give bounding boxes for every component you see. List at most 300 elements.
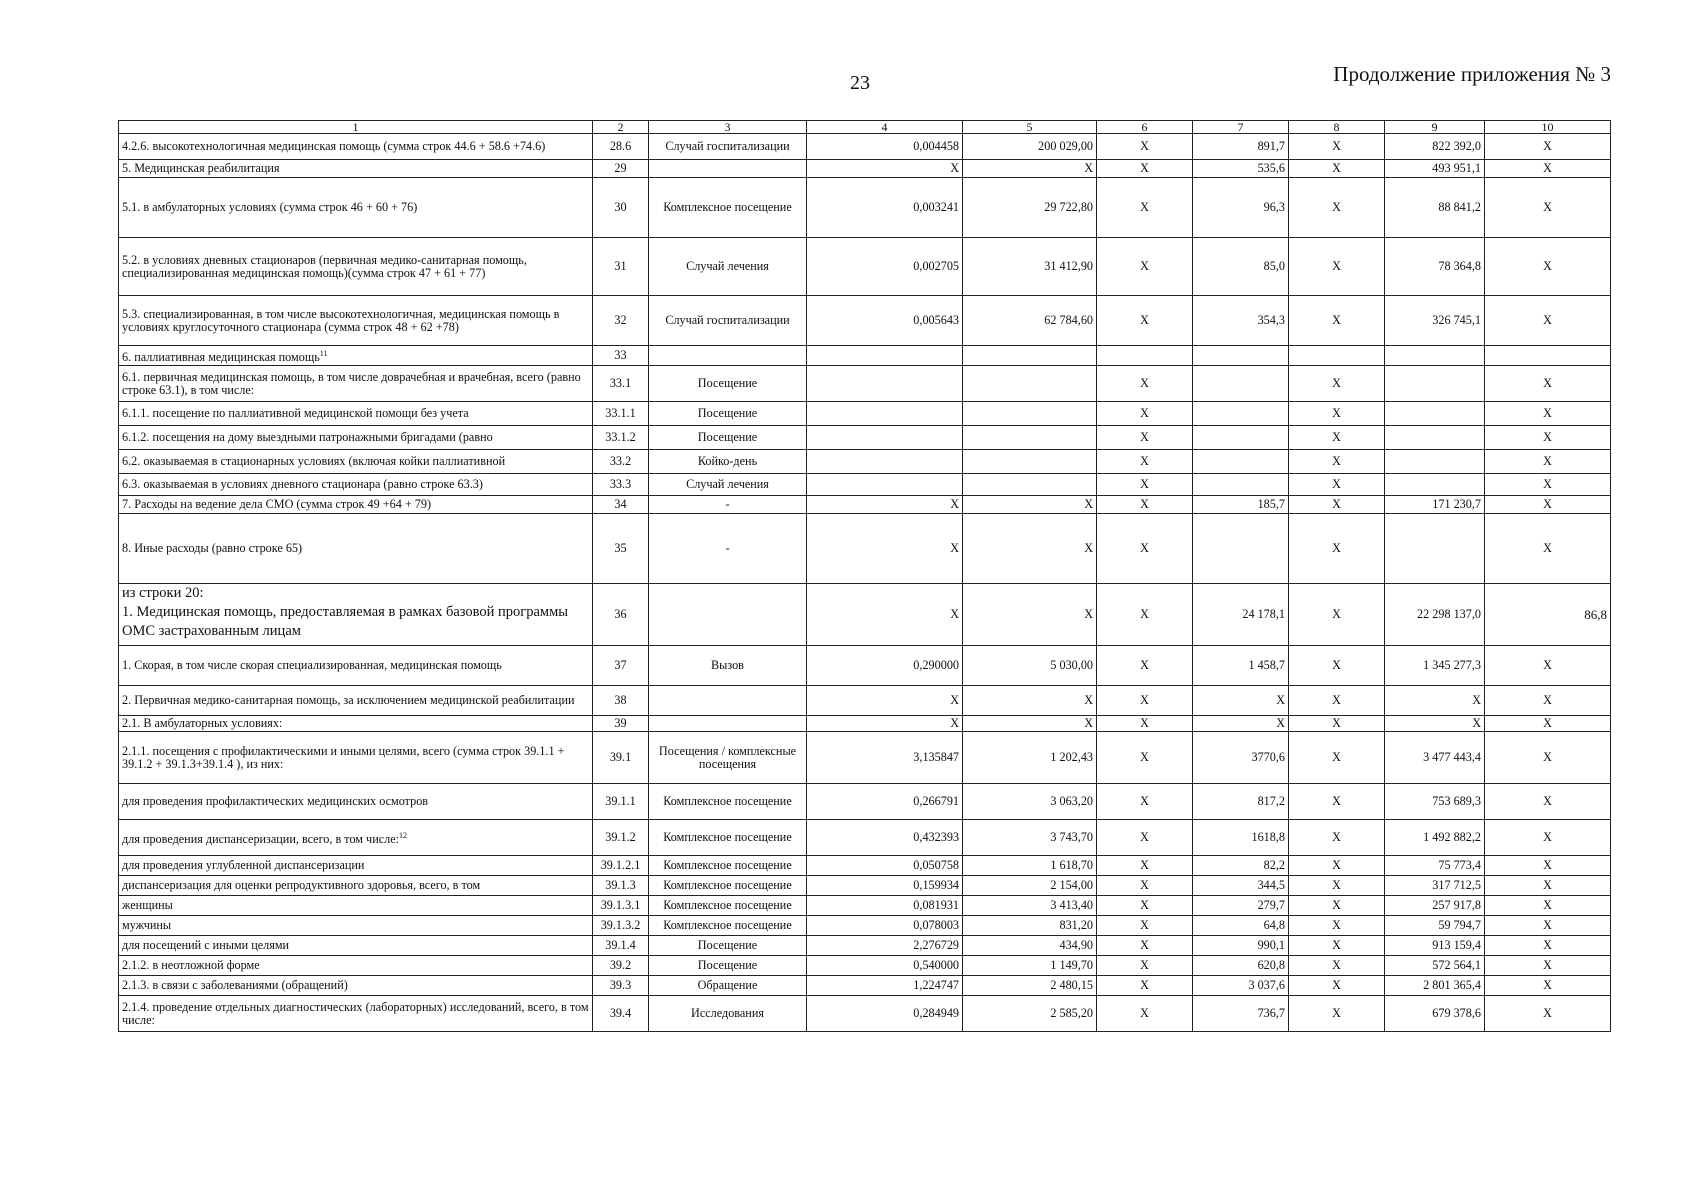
col-8: Х xyxy=(1289,876,1385,896)
col-6 xyxy=(1097,346,1193,366)
amount: 572 564,1 xyxy=(1385,956,1485,976)
column-number: 5 xyxy=(963,121,1097,134)
standard-volume: 0,002705 xyxy=(807,238,963,296)
row-label xyxy=(119,450,593,474)
amount: 493 951,1 xyxy=(1385,160,1485,178)
col-8: Х xyxy=(1289,402,1385,426)
per-capita: 85,0 xyxy=(1193,238,1289,296)
row-code: 29 xyxy=(593,160,649,178)
row-code: 39.1.3 xyxy=(593,876,649,896)
table-row xyxy=(119,402,1611,426)
col-8: Х xyxy=(1289,716,1385,732)
standard-cost: 1 618,70 xyxy=(963,856,1097,876)
row-label-text: 5.2. в условиях дневных стационаров (первичная медико-санитарная помощь, специализированная медицинская помощь)(сумма строк 47 + 61 + 77) xyxy=(122,252,527,280)
row-label-text: 5.1. в амбулаторных условиях (сумма строк 46 + 60 + 76) xyxy=(122,200,418,214)
standard-cost: Х xyxy=(963,686,1097,716)
table-row xyxy=(119,346,1611,366)
row-code: 33.1.1 xyxy=(593,402,649,426)
row-code: 39.1 xyxy=(593,732,649,784)
col-8: Х xyxy=(1289,784,1385,820)
row-label-text: диспансеризация для оценки репродуктивного здоровья, всего, в том xyxy=(122,878,481,892)
standard-volume xyxy=(807,474,963,496)
per-capita: 64,8 xyxy=(1193,916,1289,936)
row-code: 33.3 xyxy=(593,474,649,496)
tariff-table xyxy=(118,120,1611,1032)
col-6: Х xyxy=(1097,296,1193,346)
standard-cost: 3 743,70 xyxy=(963,820,1097,856)
unit: Посещение xyxy=(649,366,807,402)
table-row xyxy=(119,514,1611,584)
col-10: Х xyxy=(1485,856,1611,876)
standard-cost: 29 722,80 xyxy=(963,178,1097,238)
row-code: 39.1.3.2 xyxy=(593,916,649,936)
amount: 59 794,7 xyxy=(1385,916,1485,936)
col-6: Х xyxy=(1097,820,1193,856)
row-label xyxy=(119,956,593,976)
per-capita: 96,3 xyxy=(1193,178,1289,238)
column-number: 4 xyxy=(807,121,963,134)
row-code: 30 xyxy=(593,178,649,238)
unit: Посещение xyxy=(649,956,807,976)
row-label xyxy=(119,936,593,956)
amount: 2 801 365,4 xyxy=(1385,976,1485,996)
column-number: 6 xyxy=(1097,121,1193,134)
table-row xyxy=(119,956,1611,976)
standard-volume: 0,159934 xyxy=(807,876,963,896)
col-10: 86,8 xyxy=(1485,584,1611,646)
standard-cost xyxy=(963,450,1097,474)
table-row xyxy=(119,584,1611,646)
col-8: Х xyxy=(1289,916,1385,936)
col-10: Х xyxy=(1485,134,1611,160)
col-6: Х xyxy=(1097,856,1193,876)
col-10: Х xyxy=(1485,916,1611,936)
row-label-text: мужчины xyxy=(122,918,172,932)
table-row xyxy=(119,134,1611,160)
row-label xyxy=(119,784,593,820)
per-capita: 24 178,1 xyxy=(1193,584,1289,646)
standard-cost: 31 412,90 xyxy=(963,238,1097,296)
col-6: Х xyxy=(1097,134,1193,160)
unit: Случай лечения xyxy=(649,474,807,496)
row-label-text: для посещений с иными целями xyxy=(122,938,290,952)
unit: Комплексное посещение xyxy=(649,784,807,820)
col-8: Х xyxy=(1289,496,1385,514)
standard-cost: 831,20 xyxy=(963,916,1097,936)
standard-cost: 2 154,00 xyxy=(963,876,1097,896)
row-label xyxy=(119,584,593,646)
per-capita xyxy=(1193,514,1289,584)
row-code: 33.2 xyxy=(593,450,649,474)
standard-volume: 2,276729 xyxy=(807,936,963,956)
col-10: Х xyxy=(1485,402,1611,426)
footnote-mark: 12 xyxy=(399,830,407,840)
col-8: Х xyxy=(1289,238,1385,296)
col-8: Х xyxy=(1289,646,1385,686)
standard-cost xyxy=(963,474,1097,496)
row-label-text: для проведения углубленной диспансеризации xyxy=(122,858,365,872)
col-6: Х xyxy=(1097,426,1193,450)
row-label-text: 5.3. специализированная, в том числе высокотехнологичная, медицинская помощь в условиях круглосуточного стационара (сумма строк 48 + 62 +78) xyxy=(122,306,560,334)
standard-cost: 3 063,20 xyxy=(963,784,1097,820)
row-label-text: 1. Скорая, в том числе скорая специализированная, медицинская помощь xyxy=(122,658,502,672)
col-10: Х xyxy=(1485,160,1611,178)
row-code: 39.1.2 xyxy=(593,820,649,856)
col-6: Х xyxy=(1097,646,1193,686)
col-6: Х xyxy=(1097,716,1193,732)
standard-cost: 200 029,00 xyxy=(963,134,1097,160)
per-capita: 354,3 xyxy=(1193,296,1289,346)
col-6: Х xyxy=(1097,996,1193,1032)
standard-volume: 0,003241 xyxy=(807,178,963,238)
standard-cost: 5 030,00 xyxy=(963,646,1097,686)
unit: Посещение xyxy=(649,402,807,426)
row-label xyxy=(119,646,593,686)
standard-cost: 2 480,15 xyxy=(963,976,1097,996)
table-row xyxy=(119,366,1611,402)
unit: Комплексное посещение xyxy=(649,820,807,856)
unit: Исследования xyxy=(649,996,807,1032)
col-8: Х xyxy=(1289,366,1385,402)
row-label-text: 6.2. оказываемая в стационарных условиях (включая койки паллиативной xyxy=(122,454,506,468)
amount xyxy=(1385,514,1485,584)
row-label xyxy=(119,876,593,896)
standard-volume: 0,050758 xyxy=(807,856,963,876)
col-10: Х xyxy=(1485,976,1611,996)
standard-volume: 0,284949 xyxy=(807,996,963,1032)
amount: 326 745,1 xyxy=(1385,296,1485,346)
appendix-title: Продолжение приложения № 3 xyxy=(1333,62,1611,86)
standard-cost xyxy=(963,346,1097,366)
column-number-row xyxy=(119,121,1611,134)
col-6: Х xyxy=(1097,366,1193,402)
standard-volume: 0,004458 xyxy=(807,134,963,160)
standard-volume: 0,266791 xyxy=(807,784,963,820)
column-number: 10 xyxy=(1485,121,1611,134)
col-8: Х xyxy=(1289,450,1385,474)
col-10: Х xyxy=(1485,936,1611,956)
amount xyxy=(1385,474,1485,496)
col-10: Х xyxy=(1485,996,1611,1032)
standard-volume xyxy=(807,366,963,402)
unit xyxy=(649,716,807,732)
row-code: 39.4 xyxy=(593,996,649,1032)
amount: Х xyxy=(1385,686,1485,716)
per-capita: 620,8 xyxy=(1193,956,1289,976)
standard-volume xyxy=(807,450,963,474)
standard-cost: Х xyxy=(963,514,1097,584)
standard-cost: Х xyxy=(963,584,1097,646)
unit: Комплексное посещение xyxy=(649,876,807,896)
row-label xyxy=(119,686,593,716)
per-capita xyxy=(1193,474,1289,496)
unit: Комплексное посещение xyxy=(649,916,807,936)
col-8 xyxy=(1289,346,1385,366)
row-label xyxy=(119,916,593,936)
unit: Койко-день xyxy=(649,450,807,474)
table-row xyxy=(119,426,1611,450)
table-row xyxy=(119,976,1611,996)
standard-volume: Х xyxy=(807,514,963,584)
row-code: 33.1.2 xyxy=(593,426,649,450)
amount: 913 159,4 xyxy=(1385,936,1485,956)
unit: Обращение xyxy=(649,976,807,996)
per-capita: 279,7 xyxy=(1193,896,1289,916)
col-10: Х xyxy=(1485,426,1611,450)
col-8: Х xyxy=(1289,296,1385,346)
col-6: Х xyxy=(1097,160,1193,178)
col-6: Х xyxy=(1097,178,1193,238)
col-10: Х xyxy=(1485,450,1611,474)
row-label xyxy=(119,976,593,996)
col-6: Х xyxy=(1097,956,1193,976)
unit: - xyxy=(649,514,807,584)
amount: 822 392,0 xyxy=(1385,134,1485,160)
standard-volume: Х xyxy=(807,584,963,646)
row-label-text: 6.1.1. посещение по паллиативной медицинской помощи без учета xyxy=(122,406,469,420)
table-row xyxy=(119,474,1611,496)
row-code: 34 xyxy=(593,496,649,514)
col-6: Х xyxy=(1097,514,1193,584)
amount: 1 345 277,3 xyxy=(1385,646,1485,686)
row-label xyxy=(119,820,593,856)
amount: 88 841,2 xyxy=(1385,178,1485,238)
row-label xyxy=(119,296,593,346)
col-10: Х xyxy=(1485,686,1611,716)
col-6: Х xyxy=(1097,976,1193,996)
footnote-mark: 11 xyxy=(319,348,328,358)
amount: 753 689,3 xyxy=(1385,784,1485,820)
amount xyxy=(1385,426,1485,450)
page-number: 23 xyxy=(850,72,870,94)
table-row xyxy=(119,160,1611,178)
amount: 22 298 137,0 xyxy=(1385,584,1485,646)
col-10 xyxy=(1485,346,1611,366)
col-6: Х xyxy=(1097,474,1193,496)
col-10: Х xyxy=(1485,784,1611,820)
col-8: Х xyxy=(1289,584,1385,646)
row-label-text: 2. Первичная медико-санитарная помощь, за исключением медицинской реабилитации xyxy=(122,693,575,707)
col-8: Х xyxy=(1289,732,1385,784)
per-capita: 1618,8 xyxy=(1193,820,1289,856)
col-8: Х xyxy=(1289,178,1385,238)
col-10: Х xyxy=(1485,514,1611,584)
row-label-text: 2.1.1. посещения с профилактическими и иными целями, всего (сумма строк 39.1.1 + 39.1.2 + 39.1.3+39.1.4 ), из них: xyxy=(122,743,565,771)
col-6: Х xyxy=(1097,876,1193,896)
amount: 317 712,5 xyxy=(1385,876,1485,896)
amount: 679 378,6 xyxy=(1385,996,1485,1032)
per-capita xyxy=(1193,402,1289,426)
row-label xyxy=(119,366,593,402)
col-8: Х xyxy=(1289,976,1385,996)
amount xyxy=(1385,402,1485,426)
col-6: Х xyxy=(1097,238,1193,296)
col-8: Х xyxy=(1289,996,1385,1032)
row-label xyxy=(119,160,593,178)
amount: 3 477 443,4 xyxy=(1385,732,1485,784)
column-number: 8 xyxy=(1289,121,1385,134)
row-label-text: 2.1. В амбулаторных условиях: xyxy=(122,716,283,730)
unit xyxy=(649,686,807,716)
table-row xyxy=(119,936,1611,956)
col-6: Х xyxy=(1097,686,1193,716)
col-10: Х xyxy=(1485,366,1611,402)
table-row xyxy=(119,856,1611,876)
row-label-text: 6.3. оказываемая в условиях дневного стационара (равно строке 63.3) xyxy=(122,477,483,491)
standard-cost: 2 585,20 xyxy=(963,996,1097,1032)
row-label-text: 2.1.2. в неотложной форме xyxy=(122,958,260,972)
row-label-text: 8. Иные расходы (равно строке 65) xyxy=(122,541,303,555)
per-capita: 3770,6 xyxy=(1193,732,1289,784)
unit xyxy=(649,160,807,178)
amount: Х xyxy=(1385,716,1485,732)
per-capita: 3 037,6 xyxy=(1193,976,1289,996)
standard-cost: Х xyxy=(963,716,1097,732)
standard-cost: 62 784,60 xyxy=(963,296,1097,346)
unit: Случай госпитализации xyxy=(649,296,807,346)
row-label-text: 2.1.4. проведение отдельных диагностических (лабораторных) исследований, всего, в том числе: xyxy=(122,999,589,1027)
row-code: 38 xyxy=(593,686,649,716)
col-6: Х xyxy=(1097,732,1193,784)
standard-volume: 0,081931 xyxy=(807,896,963,916)
col-8: Х xyxy=(1289,686,1385,716)
row-label-text: из строки 20: 1. Медицинская помощь, предоставляемая в рамках базовой программы ОМС застрахованным лицам xyxy=(122,585,569,639)
standard-volume: 0,432393 xyxy=(807,820,963,856)
table-row xyxy=(119,896,1611,916)
row-code: 36 xyxy=(593,584,649,646)
standard-cost: 3 413,40 xyxy=(963,896,1097,916)
row-label xyxy=(119,402,593,426)
unit xyxy=(649,346,807,366)
standard-cost xyxy=(963,426,1097,450)
column-number: 2 xyxy=(593,121,649,134)
col-10: Х xyxy=(1485,296,1611,346)
per-capita: 891,7 xyxy=(1193,134,1289,160)
table-row xyxy=(119,716,1611,732)
table-row xyxy=(119,732,1611,784)
column-number: 9 xyxy=(1385,121,1485,134)
table-row xyxy=(119,996,1611,1032)
standard-volume: Х xyxy=(807,160,963,178)
standard-volume xyxy=(807,346,963,366)
per-capita: 344,5 xyxy=(1193,876,1289,896)
per-capita: 1 458,7 xyxy=(1193,646,1289,686)
per-capita: 535,6 xyxy=(1193,160,1289,178)
row-label xyxy=(119,856,593,876)
standard-volume: Х xyxy=(807,716,963,732)
row-label-text: 7. Расходы на ведение дела СМО (сумма строк 49 +64 + 79) xyxy=(122,497,432,511)
row-label xyxy=(119,426,593,450)
amount: 171 230,7 xyxy=(1385,496,1485,514)
col-6: Х xyxy=(1097,936,1193,956)
row-label-text: 6. паллиативная медицинская помощь xyxy=(122,350,320,365)
unit: Комплексное посещение xyxy=(649,856,807,876)
per-capita: 817,2 xyxy=(1193,784,1289,820)
row-label xyxy=(119,716,593,732)
col-10: Х xyxy=(1485,646,1611,686)
column-number: 1 xyxy=(119,121,593,134)
unit: Случай лечения xyxy=(649,238,807,296)
row-code: 39.2 xyxy=(593,956,649,976)
standard-cost: Х xyxy=(963,160,1097,178)
per-capita xyxy=(1193,346,1289,366)
per-capita: 736,7 xyxy=(1193,996,1289,1032)
row-label xyxy=(119,496,593,514)
unit: Комплексное посещение xyxy=(649,178,807,238)
row-label xyxy=(119,134,593,160)
table-row xyxy=(119,296,1611,346)
per-capita: 185,7 xyxy=(1193,496,1289,514)
row-code: 33.1 xyxy=(593,366,649,402)
col-10: Х xyxy=(1485,876,1611,896)
row-label xyxy=(119,346,593,366)
row-code: 37 xyxy=(593,646,649,686)
standard-volume xyxy=(807,402,963,426)
table-row xyxy=(119,784,1611,820)
row-label xyxy=(119,514,593,584)
unit: Посещение xyxy=(649,426,807,450)
col-8: Х xyxy=(1289,956,1385,976)
col-6: Х xyxy=(1097,496,1193,514)
row-code: 39.1.3.1 xyxy=(593,896,649,916)
col-8: Х xyxy=(1289,896,1385,916)
per-capita xyxy=(1193,426,1289,450)
col-6: Х xyxy=(1097,584,1193,646)
per-capita: 990,1 xyxy=(1193,936,1289,956)
standard-cost: Х xyxy=(963,496,1097,514)
standard-volume: 3,135847 xyxy=(807,732,963,784)
col-8: Х xyxy=(1289,160,1385,178)
per-capita: 82,2 xyxy=(1193,856,1289,876)
row-label xyxy=(119,996,593,1032)
row-code: 32 xyxy=(593,296,649,346)
row-code: 39.3 xyxy=(593,976,649,996)
col-8: Х xyxy=(1289,426,1385,450)
col-6: Х xyxy=(1097,450,1193,474)
col-8: Х xyxy=(1289,856,1385,876)
per-capita xyxy=(1193,366,1289,402)
row-label xyxy=(119,238,593,296)
col-10: Х xyxy=(1485,956,1611,976)
amount xyxy=(1385,450,1485,474)
table-row xyxy=(119,496,1611,514)
col-8: Х xyxy=(1289,820,1385,856)
unit: Комплексное посещение xyxy=(649,896,807,916)
standard-cost: 434,90 xyxy=(963,936,1097,956)
row-label xyxy=(119,474,593,496)
standard-volume: 0,078003 xyxy=(807,916,963,936)
unit: Вызов xyxy=(649,646,807,686)
standard-volume: Х xyxy=(807,496,963,514)
col-10: Х xyxy=(1485,716,1611,732)
col-10: Х xyxy=(1485,820,1611,856)
unit: Посещения / комплексные посещения xyxy=(649,732,807,784)
standard-cost xyxy=(963,402,1097,426)
col-6: Х xyxy=(1097,784,1193,820)
per-capita xyxy=(1193,450,1289,474)
table-row xyxy=(119,450,1611,474)
standard-cost: 1 202,43 xyxy=(963,732,1097,784)
table-row xyxy=(119,686,1611,716)
amount: 257 917,8 xyxy=(1385,896,1485,916)
column-number: 3 xyxy=(649,121,807,134)
row-label-text: 2.1.3. в связи с заболеваниями (обращений) xyxy=(122,978,348,992)
row-code: 39.1.4 xyxy=(593,936,649,956)
unit: - xyxy=(649,496,807,514)
col-8: Х xyxy=(1289,474,1385,496)
row-label xyxy=(119,732,593,784)
table-row xyxy=(119,820,1611,856)
